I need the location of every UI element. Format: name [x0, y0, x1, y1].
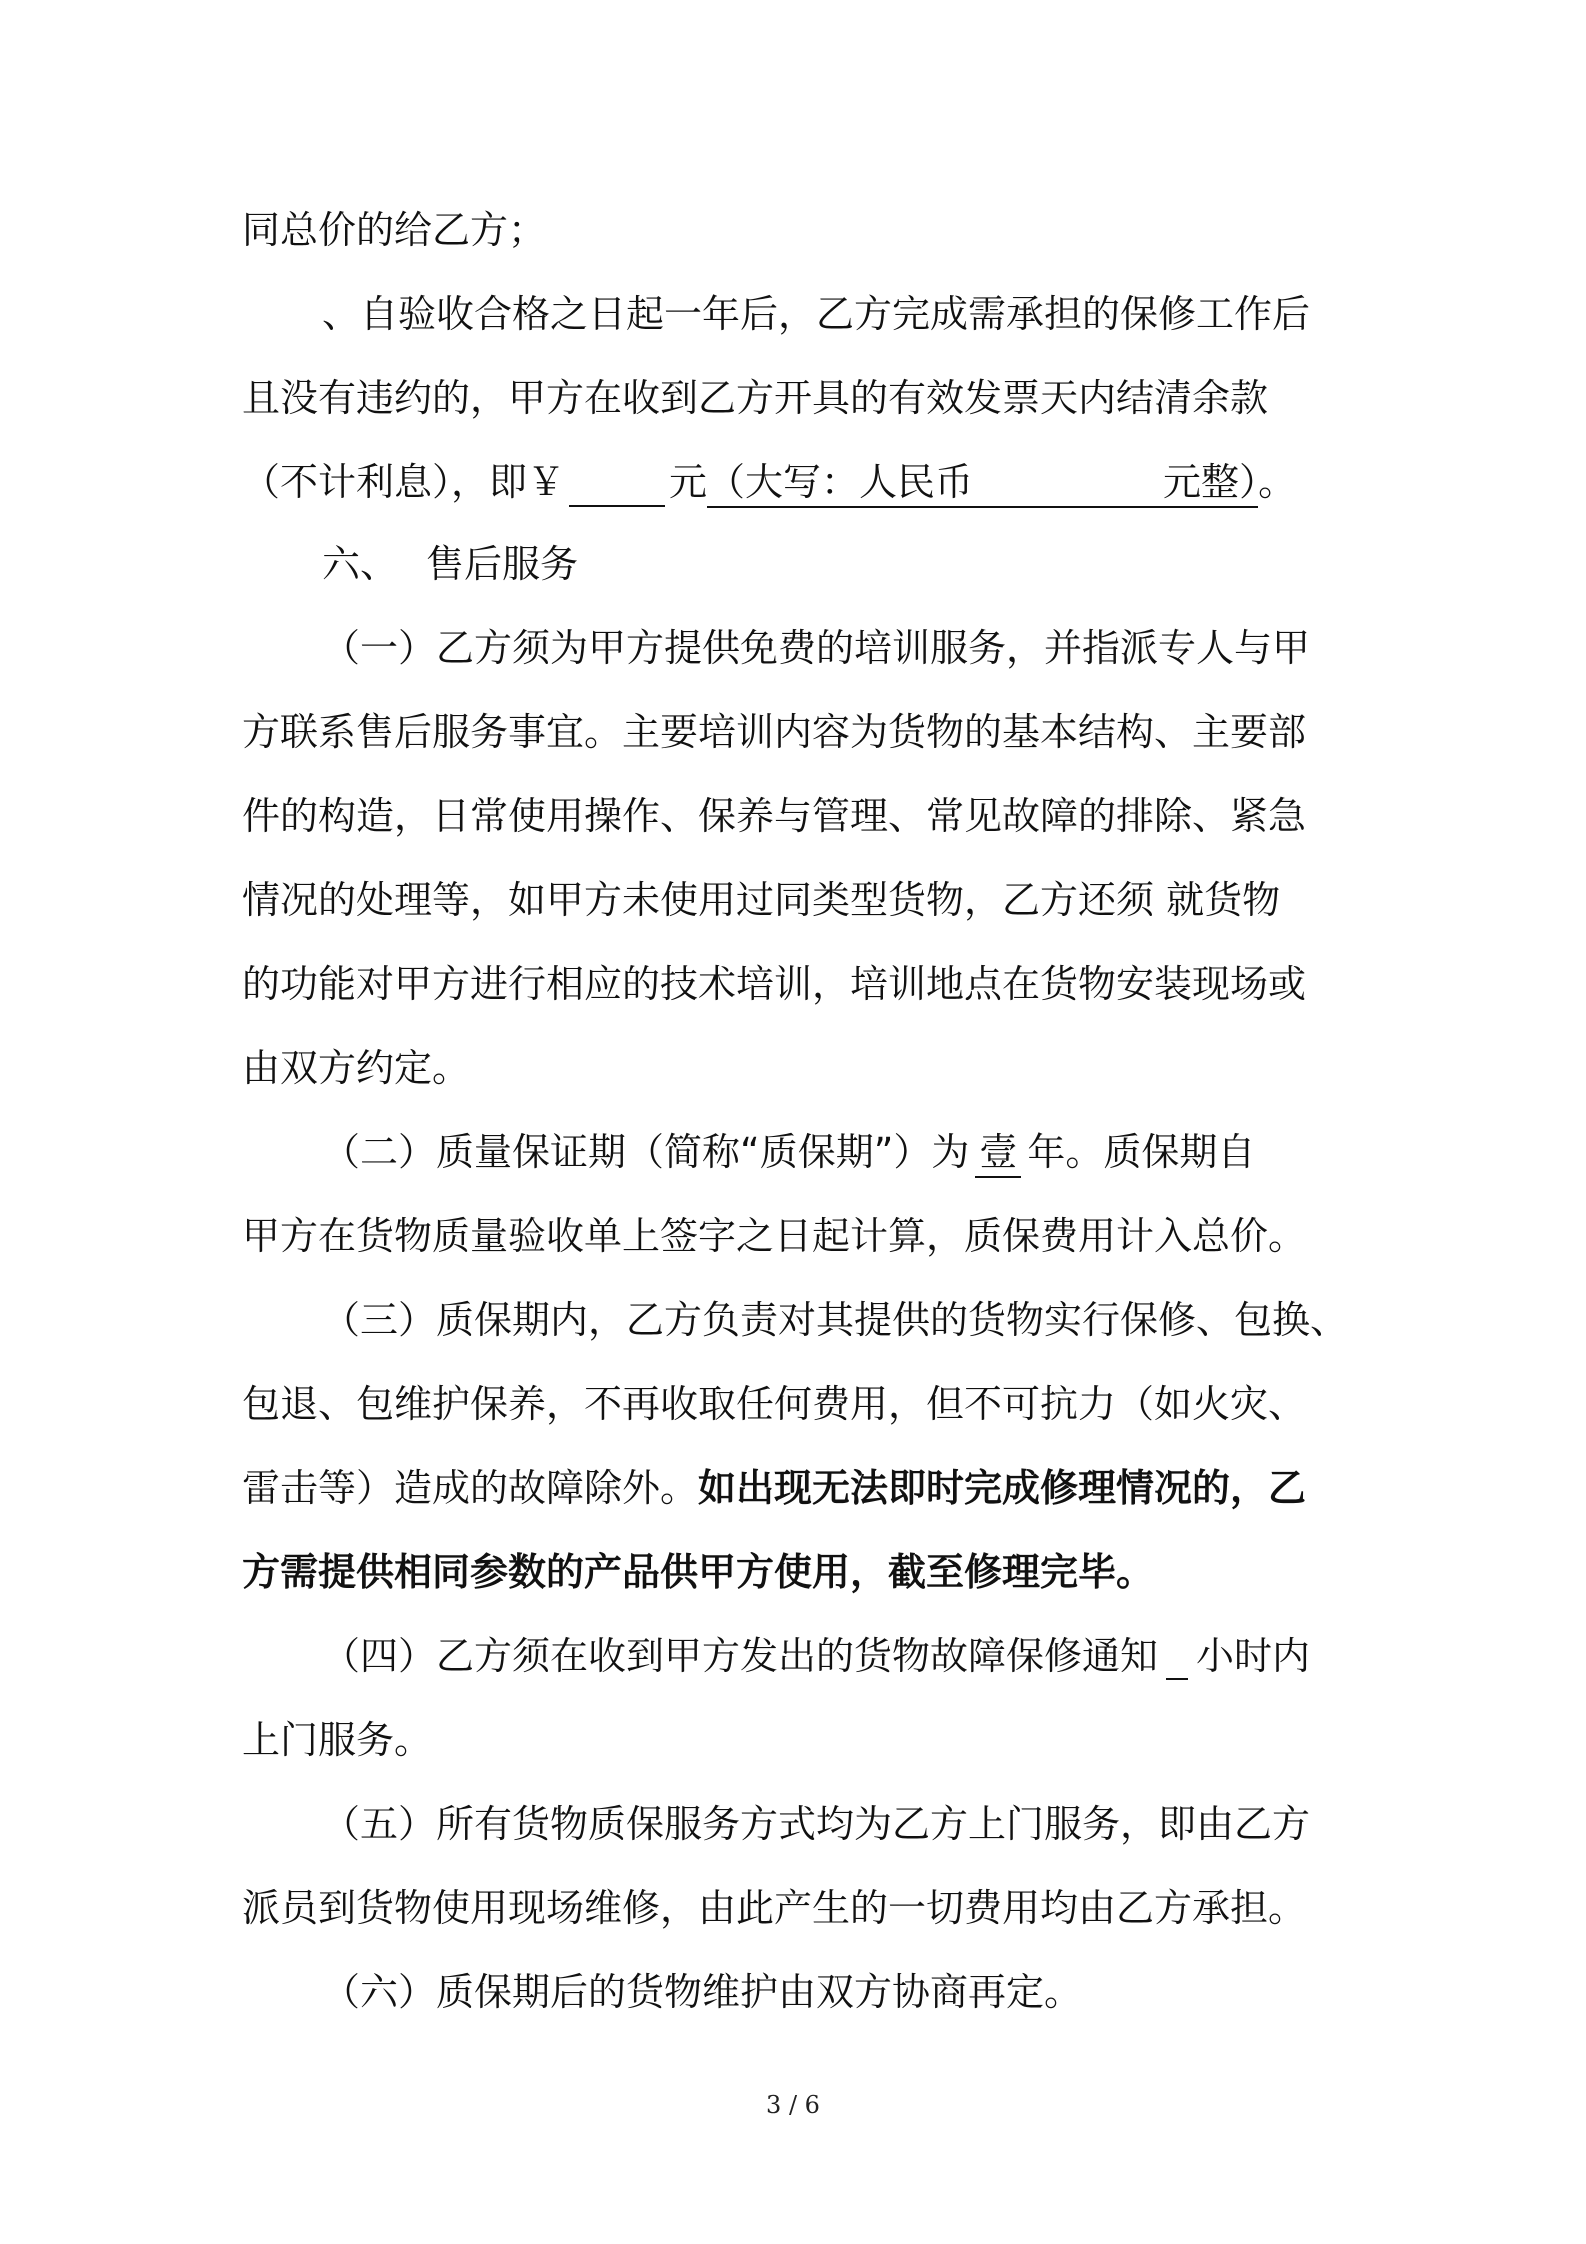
- hours-blank: [1166, 1638, 1188, 1680]
- para-line: 且没有违约的，甲方在收到乙方开具的有效发票天内结清余款: [242, 376, 1269, 420]
- section-title: 售后服务: [426, 542, 579, 586]
- para-line: 由双方约定。: [242, 1046, 471, 1090]
- para-line: 派员到货物使用现场维修，由此产生的一切费用均由乙方承担。: [242, 1886, 1307, 1930]
- warranty-period-line: （二）质量保证期（简称“质保期”）为 壹 年。质保期自: [322, 1128, 1255, 1178]
- para-line: （一）乙方须为甲方提供免费的培训服务，并指派专人与甲: [322, 626, 1311, 670]
- payment-line: （不计利息），即￥ 元（大写：人民币 元整）。: [242, 458, 1296, 507]
- para-line: 上门服务。: [242, 1718, 433, 1762]
- para-line: 情况的处理等，如甲方未使用过同类型货物，乙方还须 就货物: [242, 878, 1281, 922]
- amount-in-words-field: （大写：人民币 元整）: [707, 460, 1258, 508]
- section-heading: [322, 540, 578, 588]
- warranty-years-field: 壹: [975, 1128, 1021, 1178]
- emphasis-text: 如出现无法即时完成修理情况的，乙: [698, 1466, 1307, 1510]
- para-line: 件的构造，日常使用操作、保养与管理、常见故障的排除、紧急: [242, 794, 1307, 838]
- currency-unit: 元: [669, 460, 708, 504]
- payment-text: （不计利息），即￥: [242, 460, 566, 504]
- section-number: 六、: [322, 542, 399, 586]
- para-line: 方联系售后服务事宜。主要培训内容为货物的基本结构、主要部: [242, 710, 1307, 754]
- para-line: 同总价的给乙方；: [242, 208, 547, 252]
- para-line: 甲方在货物质量验收单上签字之日起计算，质保费用计入总价。: [242, 1214, 1307, 1258]
- para-line: 的功能对甲方进行相应的技术培训，培训地点在货物安装现场或: [242, 962, 1307, 1006]
- para-line: 包退、包维护保养，不再收取任何费用，但不可抗力（如火灾、: [242, 1382, 1307, 1426]
- para-line: （五）所有货物质保服务方式均为乙方上门服务，即由乙方: [322, 1802, 1311, 1846]
- amount-blank: [569, 465, 665, 507]
- para-line: （六）质保期后的货物维护由双方协商再定。: [322, 1970, 1083, 2014]
- page-number: 3 / 6: [766, 2091, 820, 2119]
- emphasis-line: 方需提供相同参数的产品供甲方使用，截至修理完毕。: [242, 1550, 1155, 1594]
- response-time-line: （四）乙方须在收到甲方发出的货物故障保修通知 小时内: [322, 1634, 1311, 1678]
- para-line: （三）质保期内，乙方负责对其提供的货物实行保修、包换、: [322, 1298, 1349, 1342]
- para-line: 雷击等）造成的故障除外。如出现无法即时完成修理情况的，乙: [242, 1466, 1307, 1510]
- para-line: 、自验收合格之日起一年后，乙方完成需承担的保修工作后: [322, 292, 1311, 336]
